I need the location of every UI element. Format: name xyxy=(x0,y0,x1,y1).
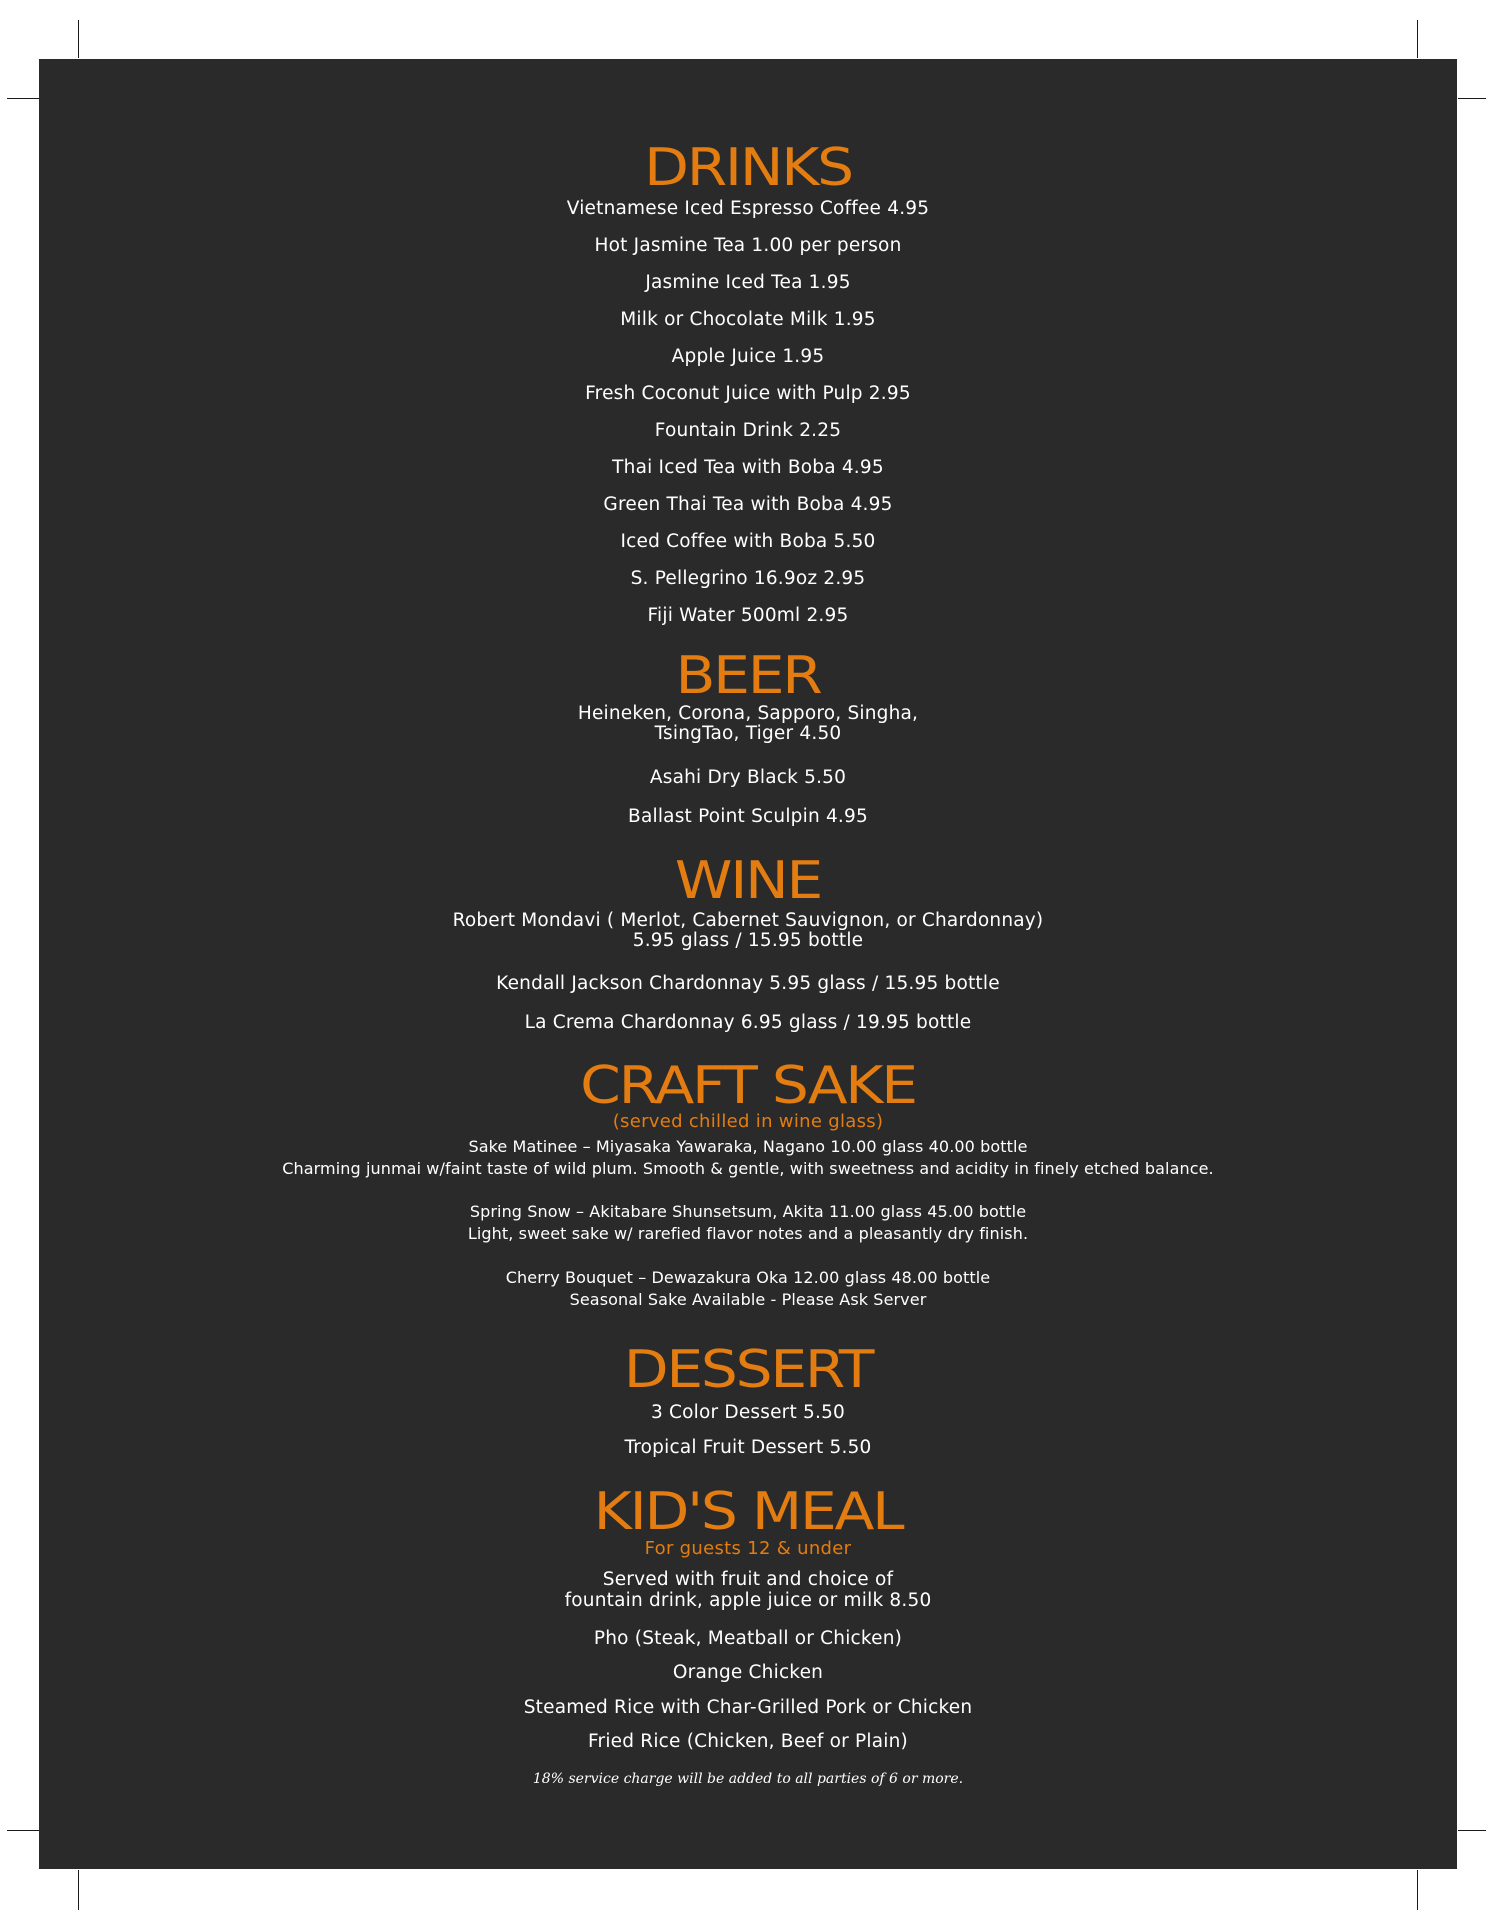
wine-item-line: Robert Mondavi ( Merlot, Cabernet Sauvignon, or Chardonnay) xyxy=(452,910,1044,931)
kids-meal-intro-line: fountain drink, apple juice or milk 8.50 xyxy=(564,1590,932,1611)
dessert-item: Tropical Fruit Dessert 5.50 xyxy=(624,1437,872,1458)
kids-meal-subtitle: For guests 12 & under xyxy=(644,1538,852,1559)
wine-heading: WINE xyxy=(674,851,822,911)
beer-item-line: TsingTao, Tiger 4.50 xyxy=(654,723,842,744)
dessert-heading: DESSERT xyxy=(623,1340,873,1400)
crop-mark-bottom-right-v xyxy=(1417,1870,1418,1910)
kids-meal-item: Fried Rice (Chicken, Beef or Plain) xyxy=(588,1731,908,1752)
drinks-item: Fountain Drink 2.25 xyxy=(654,420,842,441)
kids-meal-item: Pho (Steak, Meatball or Chicken) xyxy=(593,1628,903,1649)
beer-item: Asahi Dry Black 5.50 xyxy=(649,767,847,788)
crop-mark-bottom-left-v xyxy=(78,1870,79,1910)
service-charge-note: 18% service charge will be added to all parties of 6 or more. xyxy=(532,1771,964,1787)
kids-meal-item: Orange Chicken xyxy=(672,1662,824,1683)
kids-meal-intro-line: Served with fruit and choice of xyxy=(602,1569,894,1590)
kids-meal-heading: KID'S MEAL xyxy=(593,1482,903,1542)
drinks-item: Fiji Water 500ml 2.95 xyxy=(647,605,849,626)
crop-mark-top-right-v xyxy=(1417,20,1418,58)
crop-mark-bottom-right-h xyxy=(1458,1830,1486,1831)
beer-item-line: Heineken, Corona, Sapporo, Singha, xyxy=(577,703,919,724)
wine-item-line: 5.95 glass / 15.95 bottle xyxy=(632,930,864,951)
sake-heading: CRAFT SAKE xyxy=(580,1056,916,1116)
crop-mark-top-left-v xyxy=(78,20,79,58)
sake-seasonal-note: Seasonal Sake Available - Please Ask Server xyxy=(569,1290,927,1309)
wine-item: Kendall Jackson Chardonnay 5.95 glass / 15.95 bottle xyxy=(496,973,1000,994)
drinks-heading: DRINKS xyxy=(644,138,852,198)
crop-mark-top-left-h xyxy=(7,98,39,99)
drinks-item: Milk or Chocolate Milk 1.95 xyxy=(620,309,876,330)
beer-item: Ballast Point Sculpin 4.95 xyxy=(628,806,868,827)
drinks-item: Thai Iced Tea with Boba 4.95 xyxy=(612,457,884,478)
drinks-item: Apple Juice 1.95 xyxy=(671,346,825,367)
drinks-item: Jasmine Iced Tea 1.95 xyxy=(645,272,851,293)
sake-subtitle: (served chilled in wine glass) xyxy=(612,1111,884,1132)
drinks-item: Vietnamese Iced Espresso Coffee 4.95 xyxy=(566,198,930,219)
sake-item-line: Sake Matinee – Miyasaka Yawaraka, Nagano 10.00 glass 40.00 bottle xyxy=(468,1137,1028,1156)
crop-mark-bottom-left-h xyxy=(7,1830,39,1831)
drinks-item: Hot Jasmine Tea 1.00 per person xyxy=(594,235,902,256)
beer-heading: BEER xyxy=(675,646,821,706)
drinks-item: Green Thai Tea with Boba 4.95 xyxy=(603,494,893,515)
drinks-item: Iced Coffee with Boba 5.50 xyxy=(620,531,876,552)
crop-mark-top-right-h xyxy=(1458,98,1486,99)
kids-meal-item: Steamed Rice with Char-Grilled Pork or Chicken xyxy=(523,1697,973,1718)
menu-page xyxy=(39,59,1457,1869)
sake-item-line: Cherry Bouquet – Dewazakura Oka 12.00 glass 48.00 bottle xyxy=(505,1268,991,1287)
sake-item-description: Charming junmai w/faint taste of wild plum. Smooth & gentle, with sweetness and acidity in finely etched balance. xyxy=(282,1159,1214,1178)
sake-item-description: Light, sweet sake w/ rarefied flavor notes and a pleasantly dry finish. xyxy=(467,1224,1029,1243)
wine-item: La Crema Chardonnay 6.95 glass / 19.95 bottle xyxy=(524,1012,972,1033)
drinks-item: S. Pellegrino 16.9oz 2.95 xyxy=(630,568,866,589)
dessert-item: 3 Color Dessert 5.50 xyxy=(650,1402,846,1423)
drinks-item: Fresh Coconut Juice with Pulp 2.95 xyxy=(585,383,911,404)
sake-item-line: Spring Snow – Akitabare Shunsetsum, Akita 11.00 glass 45.00 bottle xyxy=(469,1202,1027,1221)
